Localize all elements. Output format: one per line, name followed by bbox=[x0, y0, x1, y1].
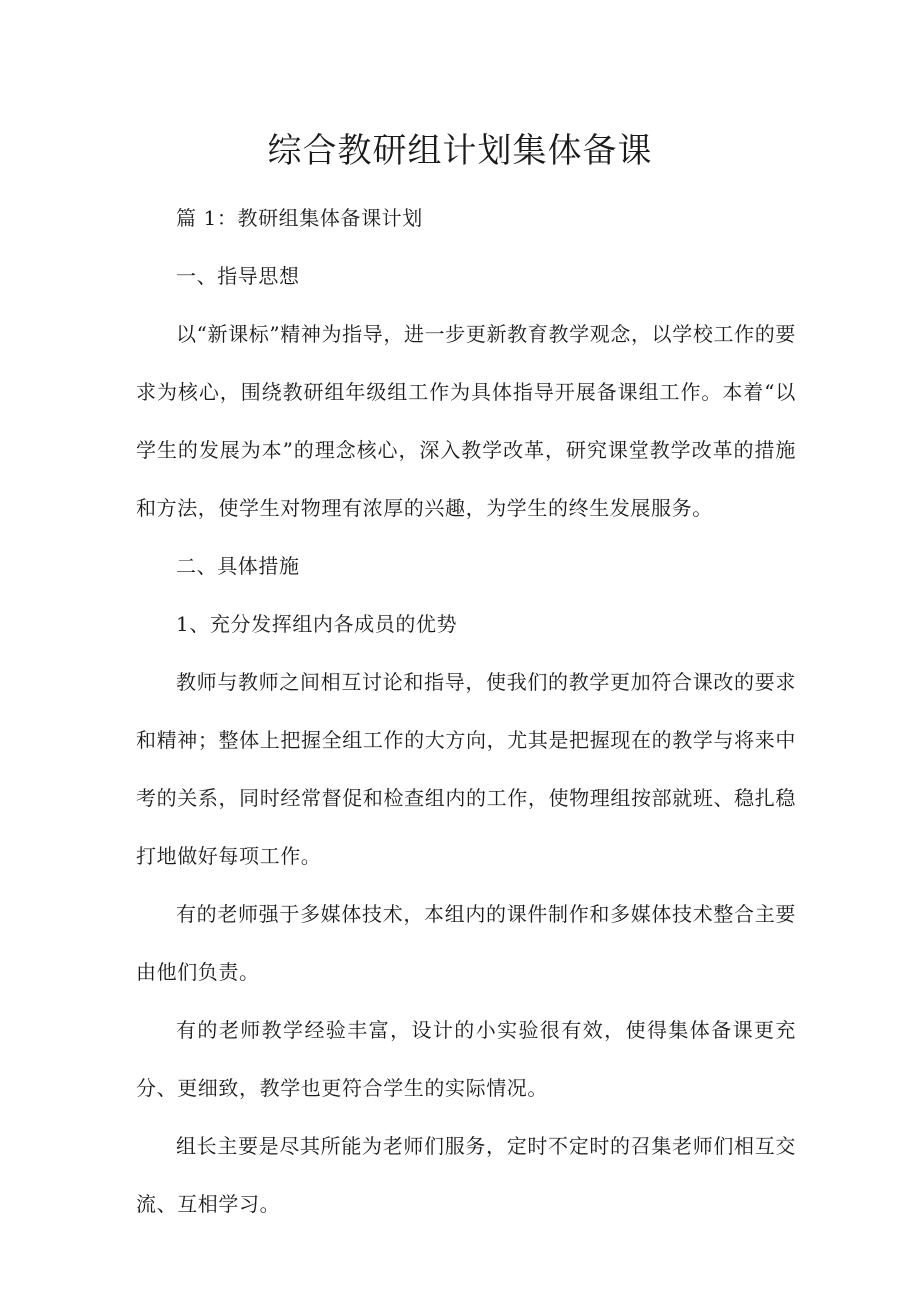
document-title: 综合教研组计划集体备课 bbox=[267, 131, 653, 171]
document-body bbox=[136, 189, 796, 1233]
section-heading-guiding-thought: 一、指导思想 bbox=[176, 264, 300, 288]
paragraph-multimedia: 有的老师强于多媒体技术，本组内的课件制作和多媒体技术整合主要由他们负责。 bbox=[136, 902, 796, 984]
section-heading-part1: 篇 1：教研组集体备课计划 bbox=[176, 206, 423, 230]
paragraph-teacher-discussion: 教师与教师之间相互讨论和指导，使我们的教学更加符合课改的要求和精神；整体上把握全组工作的大方向，尤其是把握现在的教学与将来中考的关系，同时经常督促和检查组内的工作，使物理组按部就班、稳扎稳打地做好每项工作。 bbox=[136, 670, 796, 868]
subheading-member-strengths: 1、充分发挥组内各成员的优势 bbox=[176, 612, 458, 636]
paragraph-guiding-thought: 以“新课标”精神为指导，进一步更新教育教学观念，以学校工作的要求为核心，围绕教研组年级组工作为具体指导开展备课组工作。本着“以学生的发展为本”的理念核心，深入教学改革，研究课堂教学改革的措施和方法，使学生对物理有浓厚的兴趣，为学生的终生发展服务。 bbox=[136, 322, 796, 520]
paragraph-group-leader: 组长主要是尽其所能为老师们服务，定时不定时的召集老师们相互交流、互相学习。 bbox=[136, 1134, 796, 1216]
section-heading-specific-measures: 二、具体措施 bbox=[176, 554, 300, 578]
paragraph-experience: 有的老师教学经验丰富，设计的小实验很有效，使得集体备课更充分、更细致，教学也更符合学生的实际情况。 bbox=[136, 1018, 796, 1100]
